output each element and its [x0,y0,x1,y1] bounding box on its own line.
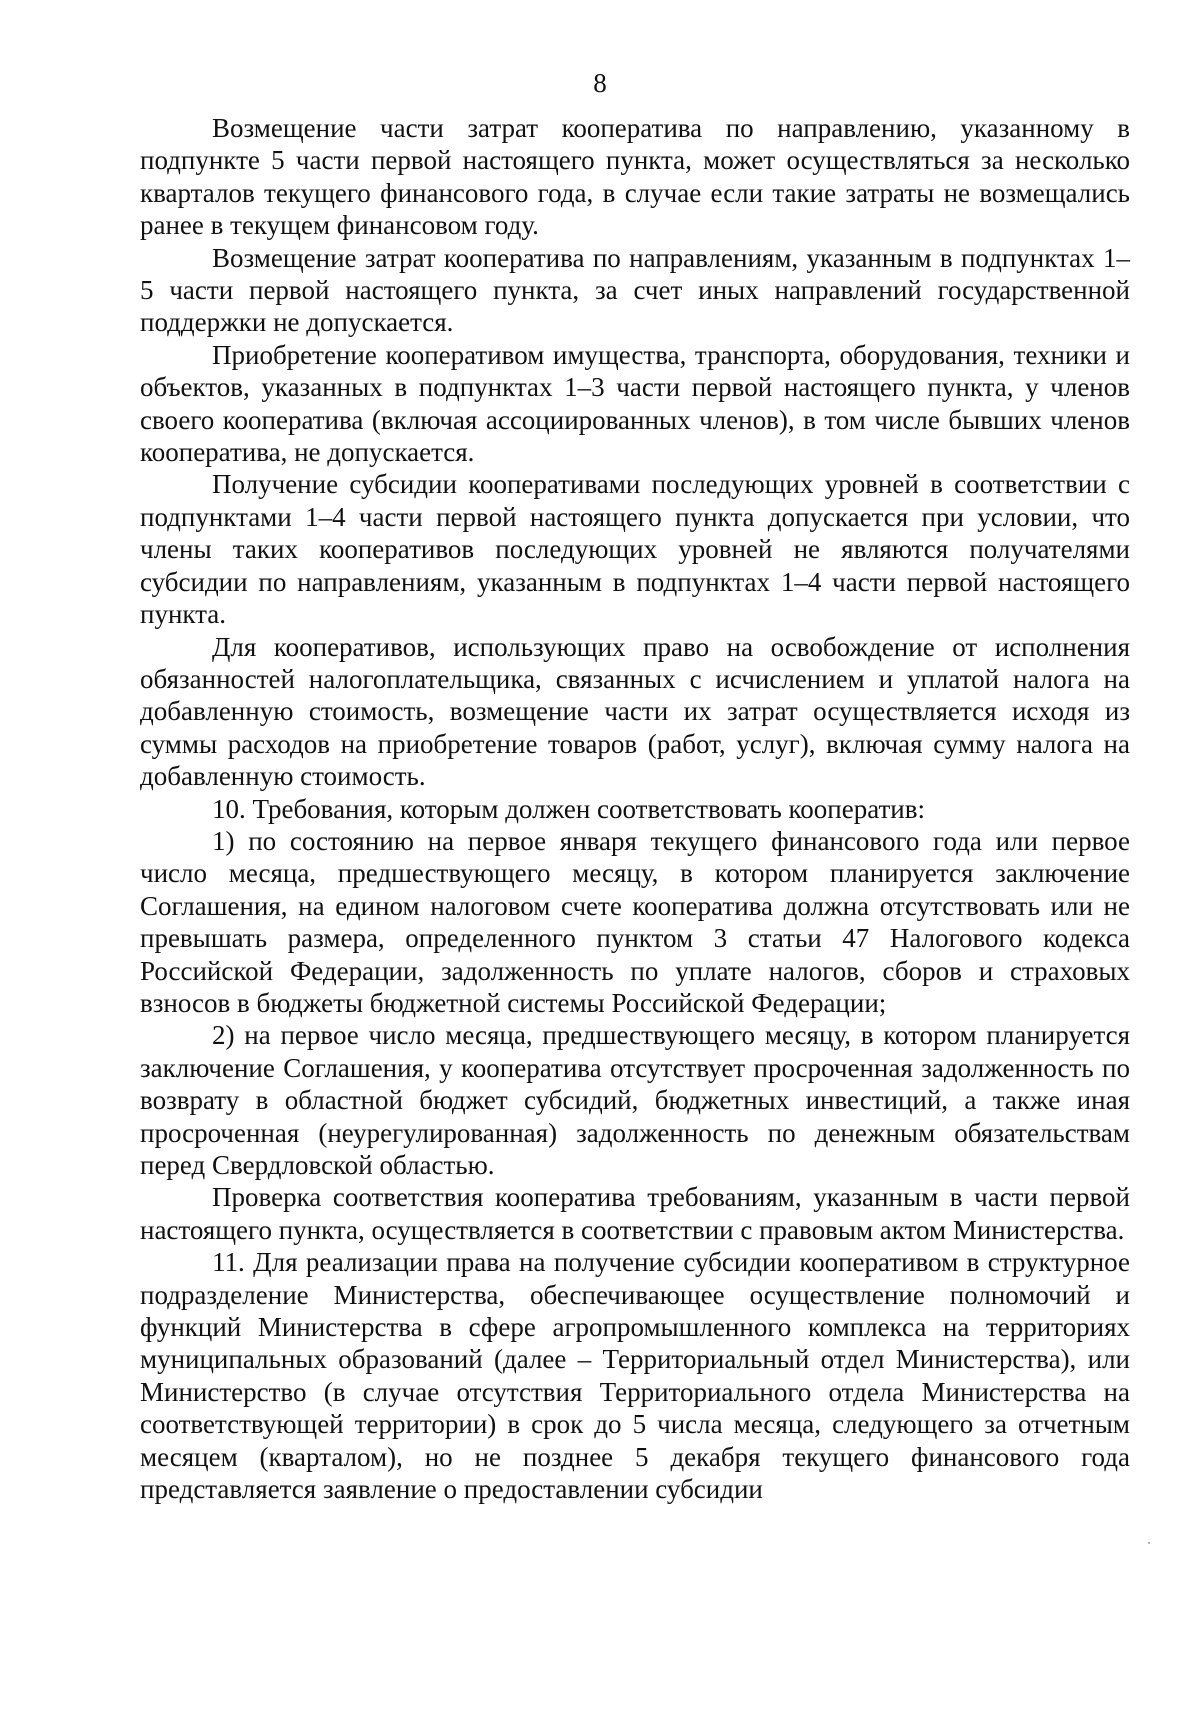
section-paragraph-11: 11. Для реализации права на получение субсидии кооперативом в структурное подразделение Министерства, обеспечивающее осуществление полномочий и функций Министерства в сфере агропромышленного комплекса на территориях муниципальных образований (далее – Территориальный отдел Министерства), или Министерство (в случае отсутствия Территориального отдела Министерства на соответствующей территории) в срок до 5 числа месяца, следующего за отчетным месяцем (кварталом), но не позднее 5 декабря текущего финансового года представляется заявление о предоставлении субсидии [140,1247,1130,1505]
paragraph: Получение субсидии кооперативами последующих уровней в соответствии с подпунктами 1–4 части первой настоящего пункта допускается при условии, что члены таких кооперативов последующих уровней не являются получателями субсидии по направлениям, указанным в подпунктах 1–4 части первой настоящего пункта. [140,469,1130,630]
scan-speck [1148,1542,1150,1544]
paragraph: Возмещение части затрат кооператива по направлению, указанному в подпункте 5 части первой настоящего пункта, может осуществляться за несколько кварталов текущего финансового года, в случае если такие затраты не возмещались ранее в текущем финансовом году. [140,113,1130,241]
paragraph: Для кооперативов, использующих право на освобождение от исполнения обязанностей налогоплательщика, связанных с исчислением и уплатой налога на добавленную стоимость, возмещение части их затрат осуществляется исходя из суммы расходов на приобретение товаров (работ, услуг), включая сумму налога на добавленную стоимость. [140,631,1130,792]
page-number: 8 [593,68,607,98]
requirement-item-1: 1) по состоянию на первое января текущего финансового года или первое число месяца, предшествующего месяцу, в котором планируется заключение Соглашения, на едином налоговом счете кооператива должна отсутствовать или не превышать размера, определенного пунктом 3 статьи 47 Налогового кодекса Российской Федерации, задолженность по уплате налогов, сборов и страховых взносов в бюджеты бюджетной системы Российской Федерации; [140,825,1130,1018]
paragraph: Возмещение затрат кооператива по направлениям, указанным в подпунктах 1–5 части первой настоящего пункта, за счет иных направлений государственной поддержки не допускается. [140,242,1130,338]
paragraph: Проверка соответствия кооператива требованиям, указанным в части первой настоящего пункта, осуществляется в соответствии с правовым актом Министерства. [140,1182,1130,1245]
requirement-item-2: 2) на первое число месяца, предшествующего месяцу, в котором планируется заключение Соглашения, у кооператива отсутствует просроченная задолженность по возврату в областной бюджет субсидий, бюджетных инвестиций, а также иная просроченная (неурегулированная) задолженность по денежным обязательствам перед Свердловской областью. [140,1020,1130,1180]
document-body [140,112,1130,1505]
paragraph: Приобретение кооперативом имущества, транспорта, оборудования, техники и объектов, указанных в подпунктах 1–3 части первой настоящего пункта, у членов своего кооператива (включая ассоциированных членов), в том числе бывших членов кооператива, не допускается. [140,339,1130,468]
section-heading-10: 10. Требования, которым должен соответствовать кооператив: [212,793,926,824]
